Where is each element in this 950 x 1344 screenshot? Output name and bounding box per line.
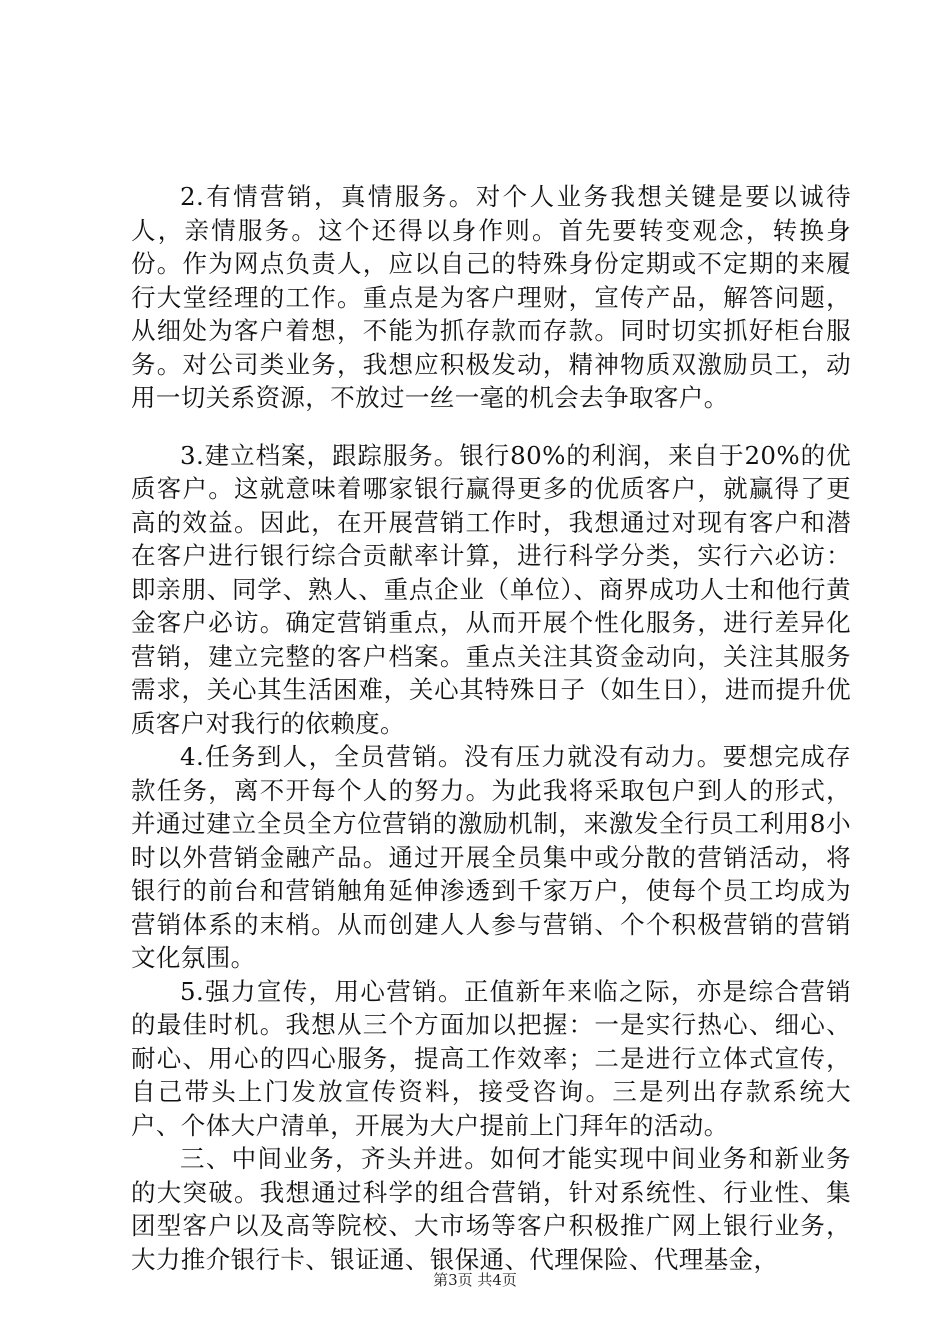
paragraph-all-staff-marketing: 4.任务到人，全员营销。没有压力就没有动力。要想完成存款任务，离不开每个人的努力。为此我将采取包户到人的形式，并通过建立全员全方位营销的激励机制，来激发全行员工利用8小时以外营销金融产品。通过开展全员集中或分散的营销活动，将银行的前台和营销触角延伸渗透到千家万户，使每个员工均成为营销体系的末梢。从而创建人人参与营销、个个积极营销的营销文化氛围。 [131, 742, 851, 972]
page-footer [0, 1270, 950, 1290]
paragraph-customer-files: 3.建立档案，跟踪服务。银行80%的利润，来自于20%的优质客户。这就意味着哪家银行赢得更多的优质客户，就赢得了更高的效益。因此，在开展营销工作时，我想通过对现有客户和潜在客户进行银行综合贡献率计算，进行科学分类，实行六必访：即亲朋、同学、熟人、重点企业（单位）、商界成功人士和他行黄金客户必访。确定营销重点，从而开展个性化服务，进行差异化营销，建立完整的客户档案。重点关注其资金动向，关注其服务需求，关心其生活困难，关心其特殊日子（如生日），进而提升优质客户对我行的依赖度。 [131, 440, 851, 738]
paragraph-affectionate-marketing: 2.有情营销，真情服务。对个人业务我想关键是要以诚待人，亲情服务。这个还得以身作则。首先要转变观念，转换身份。作为网点负责人，应以自己的特殊身份定期或不定期的来履行大堂经理的工作。重点是为客户理财，宣传产品，解答问题，从细处为客户着想，不能为抓存款而存款。同时切实抓好柜台服务。对公司类业务，我想应积极发动，精神物质双激励员工，动用一切关系资源，不放过一丝一毫的机会去争取客户。 [131, 182, 851, 412]
paragraph-intermediate-business: 三、中间业务，齐头并进。如何才能实现中间业务和新业务的大突破。我想通过科学的组合营销，针对系统性、行业性、集团型客户以及高等院校、大市场等客户积极推广网上银行业务，大力推介银行卡、银证通、银保通、代理保险、代理基金， [131, 1144, 851, 1274]
paragraph-gap [131, 415, 851, 439]
page-number-label: 第3页 共4页 [433, 1271, 517, 1289]
document-body [131, 180, 851, 1276]
paragraph-promotion: 5.强力宣传，用心营销。正值新年来临之际，亦是综合营销的最佳时机。我想从三个方面加以把握：一是实行热心、细心、耐心、用心的四心服务，提高工作效率；二是进行立体式宣传，自己带头上门发放宣传资料，接受咨询。三是列出存款系统大户、个体大户清单，开展为大户提前上门拜年的活动。 [131, 976, 851, 1140]
